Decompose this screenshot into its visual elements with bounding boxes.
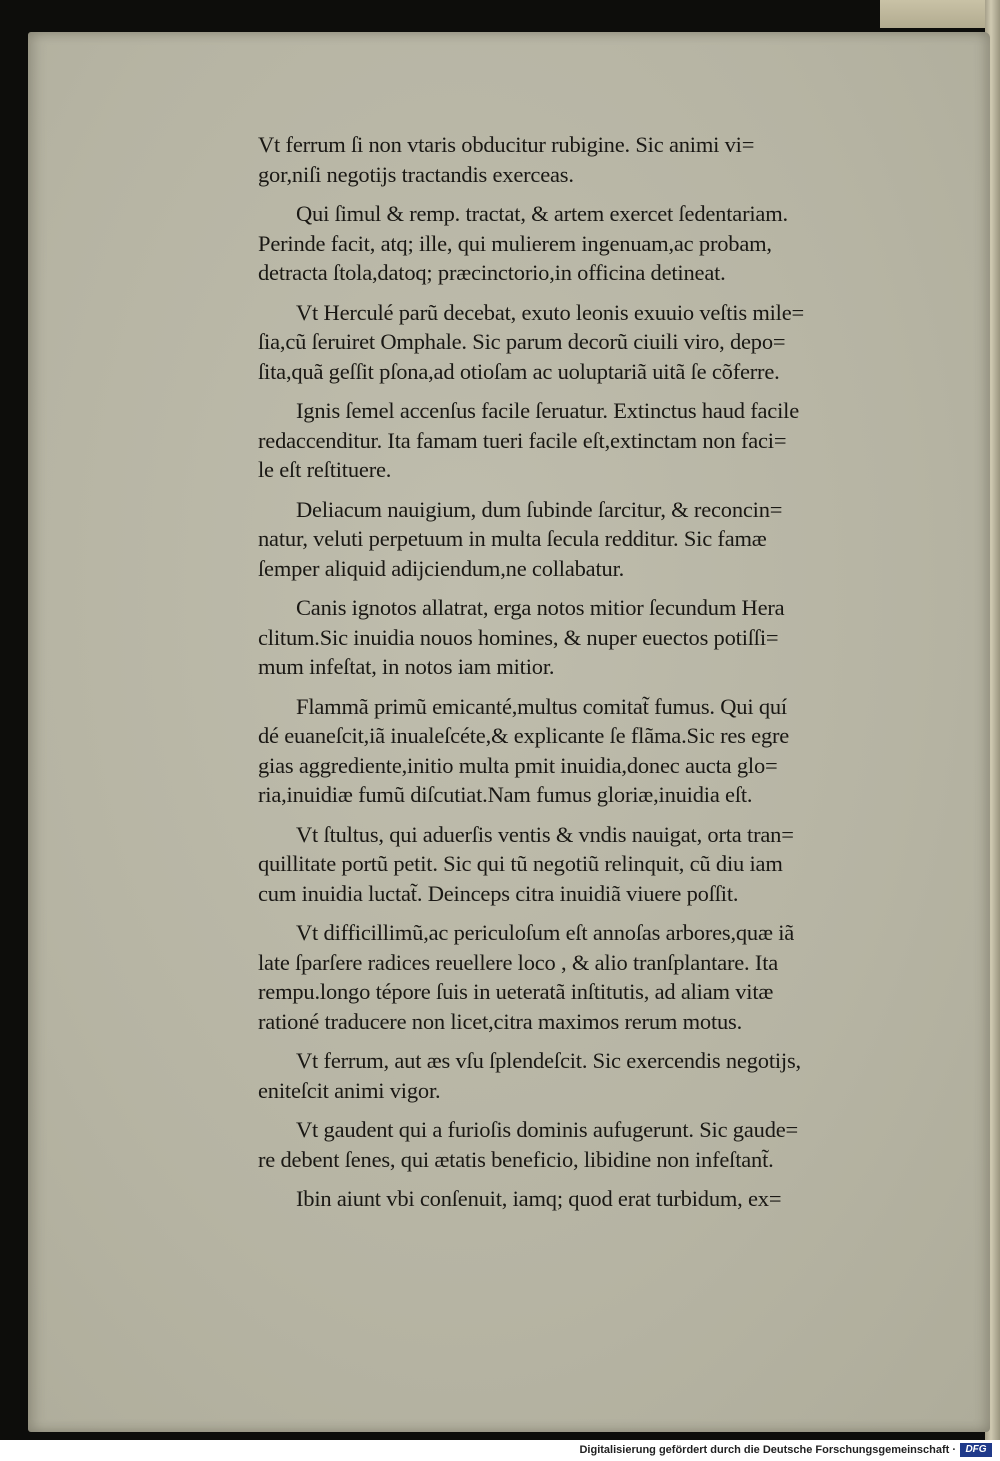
- text-line: Vt ferrum, aut æs vſu ſplendeſcit. Sic exercendis negotijs,: [296, 1048, 801, 1073]
- text-line: late ſparſere radices reuellere loco , & alio tranſplantare. Ita: [258, 949, 779, 975]
- text-line: Canis ignotos allatrat, erga notos mitior ſecundum Hera: [296, 595, 785, 620]
- text-line: detracta ſtola,datoq; præcinctorio,in officina detineat.: [258, 260, 726, 285]
- text-line: quillitate portũ petit. Sic qui tũ negotiũ relinquit, cũ diu iam: [258, 851, 783, 876]
- paragraph: [258, 1046, 958, 1105]
- text-line: Flammã primũ emicanté,multus comitat̃ fumus. Qui quí: [296, 693, 787, 719]
- text-line: Vt ſtultus, qui aduerſis ventis & vndis nauigat, orta tran=: [296, 821, 794, 847]
- text-line: rationé traducere non licet,citra maximos rerum motus.: [258, 1008, 743, 1034]
- text-line: dé euaneſcit,iã inualeſcéte,& explicante ſe flãma.Sic res egre: [258, 723, 790, 748]
- paragraph: [258, 918, 958, 1036]
- page-edge-top: [880, 0, 1000, 28]
- footer-bar: [0, 1440, 1000, 1461]
- paragraph: [258, 692, 958, 810]
- text-line: cum inuidia luctat̃. Deinceps citra inuidiã viuere poſſit.: [258, 880, 739, 906]
- text-line: ria,inuidiæ fumũ diſcutiat.Nam fumus gloriæ,inuidia eſt.: [258, 782, 753, 807]
- text-line: ſia,cũ ſeruiret Omphale. Sic parum decorũ ciuili viro, depo=: [258, 329, 786, 354]
- paragraph: [258, 593, 958, 682]
- text-line: ſemper aliquid adijciendum,ne collabatur.: [258, 555, 625, 581]
- paragraph: [258, 396, 958, 485]
- book-page: [28, 32, 990, 1432]
- paragraph: [258, 130, 958, 189]
- text-line: natur, veluti perpetuum in multa ſecula redditur. Sic famæ: [258, 526, 767, 551]
- text-line: rempu.longo tépore ſuis in ueteratã inſtitutis, ad aliam vitæ: [258, 979, 774, 1004]
- paragraph: [258, 298, 958, 387]
- funding-credit: Digitalisierung gefördert durch die Deutsche Forschungsgemeinschaft ·: [579, 1444, 956, 1456]
- text-line: clitum.Sic inuidia nouos homines, & nuper euectos potiſſi=: [258, 624, 779, 650]
- text-line: redaccenditur. Ita famam tueri facile eſt,extinctam non faci=: [258, 427, 787, 453]
- text-line: re debent ſenes, qui ætatis beneficio, libidine non infeſtant̃.: [258, 1146, 774, 1172]
- text-line: eniteſcit animi vigor.: [258, 1077, 441, 1103]
- text-line: mum infeſtat, in notos iam mitior.: [258, 654, 555, 679]
- text-line: Ignis ſemel accenſus facile ſeruatur. Extinctus haud facile: [296, 398, 799, 423]
- text-line: Vt Herculé parũ decebat, exuto leonis exuuio veſtis mile=: [296, 299, 805, 325]
- text-line: le eſt reſtituere.: [258, 457, 392, 482]
- paragraph: [258, 495, 958, 584]
- dfg-logo-icon: DFG: [960, 1443, 992, 1457]
- page-text: [258, 130, 958, 1224]
- text-line: Qui ſimul & remp. tractat, & artem exercet ſedentariam.: [296, 201, 788, 226]
- paragraph: [258, 199, 958, 288]
- text-line: Vt ferrum ſi non vtaris obducitur rubigine. Sic animi vi=: [258, 132, 755, 157]
- text-line: Ibin aiunt vbi conſenuit, iamq; quod erat turbidum, ex=: [296, 1186, 782, 1211]
- text-line: Vt difficillimũ,ac periculoſum eſt annoſas arbores,quæ iã: [296, 920, 795, 945]
- text-line: Perinde facit, atq; ille, qui mulierem ingenuam,ac probam,: [258, 230, 772, 256]
- text-line: ſita,quã geſſit pſona,ad otioſam ac uoluptariã uitã ſe cõferre.: [258, 358, 780, 384]
- paragraph: [258, 820, 958, 909]
- text-line: Deliacum nauigium, dum ſubinde ſarcitur, & reconcin=: [296, 496, 783, 522]
- paragraph: [258, 1115, 958, 1174]
- text-line: gias aggrediente,initio multa pmit inuidia,donec aucta glo=: [258, 752, 778, 778]
- text-line: Vt gaudent qui a furioſis dominis aufugerunt. Sic gaude=: [296, 1117, 799, 1142]
- paragraph: [258, 1184, 958, 1214]
- text-line: gor,niſi negotijs tractandis exerceas.: [258, 161, 574, 187]
